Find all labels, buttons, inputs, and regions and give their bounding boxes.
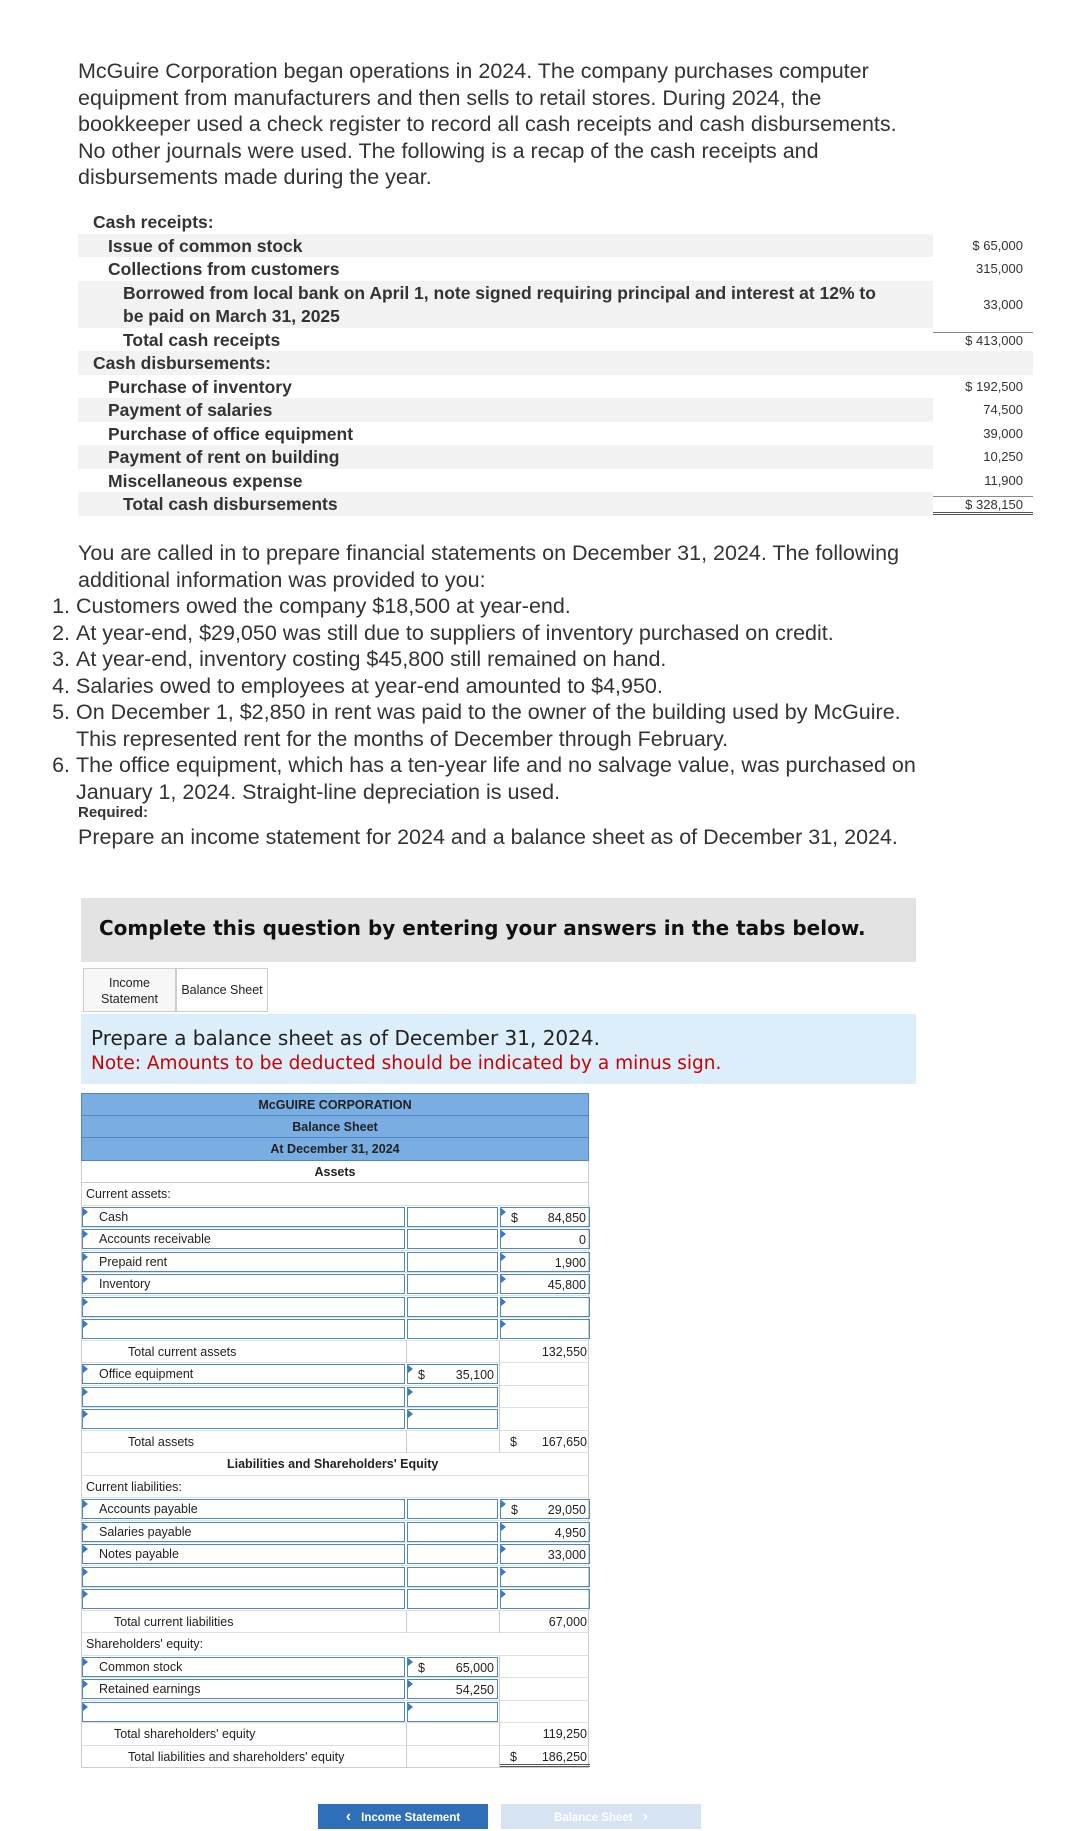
amount-input[interactable]: $ 65,000: [407, 1657, 498, 1677]
account-input[interactable]: [82, 1387, 405, 1407]
amount-input[interactable]: 45,800: [500, 1274, 590, 1294]
amount-input[interactable]: $ 84,850: [500, 1207, 590, 1227]
account-input[interactable]: [82, 1702, 405, 1722]
amount-input[interactable]: [407, 1544, 498, 1564]
amount-input[interactable]: [407, 1274, 498, 1294]
list-item: 6. The office equipment, which has a ten-year life and no salvage value, was purchased on January 1, 2024. Straight-line depreciation is used.: [76, 752, 918, 805]
cash-row: Borrowed from local bank on April 1, note signed requiring principal and interest at 12% to be paid on March 31, 2025 33,000: [78, 281, 1033, 328]
table-row: [81, 1656, 589, 1679]
table-row: Total liabilities and shareholders' equity $ 186,250: [81, 1746, 589, 1769]
amount-input[interactable]: [407, 1702, 498, 1722]
cash-row: Miscellaneous expense 11,900: [108, 470, 1023, 491]
list-item: 1. Customers owed the company $18,500 at year-end.: [76, 593, 918, 620]
amount-input[interactable]: [407, 1297, 498, 1317]
instructions-banner: Complete this question by entering your answers in the tabs below.: [81, 898, 916, 962]
amount-input[interactable]: [407, 1229, 498, 1249]
table-row: [81, 1498, 589, 1521]
cash-row: Purchase of inventory $ 192,500: [108, 376, 1023, 397]
next-tab-button[interactable]: Balance Sheet ›: [501, 1804, 701, 1829]
account-input[interactable]: Office equipment: [82, 1364, 405, 1384]
amount-input[interactable]: [407, 1252, 498, 1272]
assets-heading: Assets: [81, 1161, 589, 1184]
info-intro: You are called in to prepare financial statements on December 31, 2024. The following additional information was provided to you:: [78, 541, 900, 592]
table-row: [81, 1543, 589, 1566]
table-row: [81, 1206, 589, 1229]
amount-input[interactable]: [407, 1387, 498, 1407]
amount-input[interactable]: [407, 1567, 498, 1587]
amount-input[interactable]: 1,900: [500, 1252, 590, 1272]
cash-row: Payment of salaries 74,500: [78, 398, 1033, 422]
cash-row: Total cash receipts $ 413,000: [78, 328, 1033, 352]
table-row: [81, 1296, 589, 1319]
cash-row: Cash disbursements:: [78, 351, 1033, 375]
instruction-panel: [81, 1014, 916, 1084]
account-input[interactable]: [82, 1567, 405, 1587]
list-item: 4. Salaries owed to employees at year-end amounted to $4,950.: [76, 673, 918, 700]
account-input[interactable]: Notes payable: [82, 1544, 405, 1564]
amount-input[interactable]: 54,250: [407, 1679, 498, 1699]
additional-info: [78, 540, 938, 805]
table-row: [81, 1228, 589, 1251]
table-row: [81, 1521, 589, 1544]
table-row: Current liabilities:: [81, 1476, 589, 1499]
statement-title: Balance Sheet: [81, 1116, 589, 1139]
account-input[interactable]: Accounts receivable: [82, 1229, 405, 1249]
cash-row: Payment of rent on building 10,250: [78, 445, 1033, 469]
amount-input[interactable]: [407, 1499, 498, 1519]
amount-input[interactable]: 4,950: [500, 1522, 590, 1542]
cash-recap-table: [78, 210, 1033, 516]
account-input[interactable]: Inventory: [82, 1274, 405, 1294]
required-text: Prepare an income statement for 2024 and a balance sheet as of December 31, 2024.: [78, 825, 898, 849]
account-input[interactable]: Salaries payable: [82, 1522, 405, 1542]
amount-input[interactable]: [500, 1319, 590, 1339]
balance-sheet: [81, 1093, 589, 1768]
tab-balance-sheet[interactable]: Balance Sheet: [176, 968, 268, 1012]
amount-input[interactable]: [407, 1409, 498, 1429]
cash-row: Collections from customers 315,000: [108, 259, 1023, 279]
instruction-note: Note: Amounts to be deducted should be indicated by a minus sign.: [91, 1053, 722, 1074]
amount-input[interactable]: $ 35,100: [407, 1364, 498, 1384]
table-row: [81, 1251, 589, 1274]
table-row: [81, 1386, 589, 1409]
cash-row: Cash receipts:: [93, 212, 214, 232]
list-item: 5. On December 1, $2,850 in rent was paid to the owner of the building used by McGuire. This represented rent for the months of December through February.: [76, 699, 918, 752]
account-input[interactable]: [82, 1409, 405, 1429]
table-row: Total shareholders' equity 119,250: [81, 1723, 589, 1746]
amount-input[interactable]: 33,000: [500, 1544, 590, 1564]
amount-input[interactable]: [500, 1567, 590, 1587]
table-row: Total current liabilities 67,000: [81, 1611, 589, 1634]
table-row: Liabilities and Shareholders' Equity: [81, 1453, 589, 1476]
account-input[interactable]: Cash: [82, 1207, 405, 1227]
table-row: Total assets $ 167,650: [81, 1431, 589, 1454]
chevron-right-icon: ›: [642, 1808, 648, 1825]
required-heading: Required:: [78, 804, 149, 821]
account-input[interactable]: [82, 1589, 405, 1609]
table-row: Current assets:: [81, 1183, 589, 1206]
table-row: [81, 1363, 589, 1386]
account-input[interactable]: [82, 1319, 405, 1339]
statement-date: At December 31, 2024: [81, 1138, 589, 1161]
account-input[interactable]: Retained earnings: [82, 1679, 405, 1699]
account-input[interactable]: Accounts payable: [82, 1499, 405, 1519]
cash-row: Issue of common stock $ 65,000: [78, 234, 1033, 258]
cash-row: Purchase of office equipment 39,000: [108, 423, 1023, 444]
table-row: [81, 1701, 589, 1724]
table-row: Total current assets 132,550: [81, 1341, 589, 1364]
table-row: [81, 1588, 589, 1611]
amount-input[interactable]: 0: [500, 1229, 590, 1249]
problem-intro: McGuire Corporation began operations in 2024. The company purchases computer equipment from manufacturers and then sells to retail stores. During 2024, the bookkeeper used a check register to record all cash receipts and cash disbursements. No other journals were used. The following is a recap of the cash receipts and disbursements made during the year.: [78, 59, 897, 189]
amount-input[interactable]: [500, 1589, 590, 1609]
table-row: [81, 1678, 589, 1701]
account-input[interactable]: [82, 1297, 405, 1317]
table-row: [81, 1318, 589, 1341]
amount-input[interactable]: [500, 1297, 590, 1317]
chevron-left-icon: ‹: [345, 1808, 352, 1825]
amount-input[interactable]: [407, 1522, 498, 1542]
company-name: McGUIRE CORPORATION: [81, 1093, 589, 1116]
table-row: [81, 1408, 589, 1431]
amount-input[interactable]: [407, 1319, 498, 1339]
list-item: 2. At year-end, $29,050 was still due to suppliers of inventory purchased on credit.: [76, 620, 918, 647]
prev-tab-button[interactable]: ‹ Income Statement: [318, 1804, 488, 1829]
amount-input[interactable]: [407, 1207, 498, 1227]
table-row: Shareholders' equity:: [81, 1633, 589, 1656]
tab-income-statement[interactable]: Income Statement: [83, 968, 176, 1012]
info-list: [58, 593, 918, 805]
table-row: [81, 1566, 589, 1589]
instruction-text: Prepare a balance sheet as of December 31, 2024.: [91, 1026, 600, 1050]
account-input[interactable]: Common stock: [82, 1657, 405, 1677]
account-input[interactable]: Prepaid rent: [82, 1252, 405, 1272]
cash-row: Total cash disbursements $ 328,150: [78, 492, 1033, 516]
table-row: [81, 1273, 589, 1296]
amount-input[interactable]: [407, 1589, 498, 1609]
list-item: 3. At year-end, inventory costing $45,800 still remained on hand.: [76, 646, 918, 673]
amount-input[interactable]: $ 29,050: [500, 1499, 590, 1519]
